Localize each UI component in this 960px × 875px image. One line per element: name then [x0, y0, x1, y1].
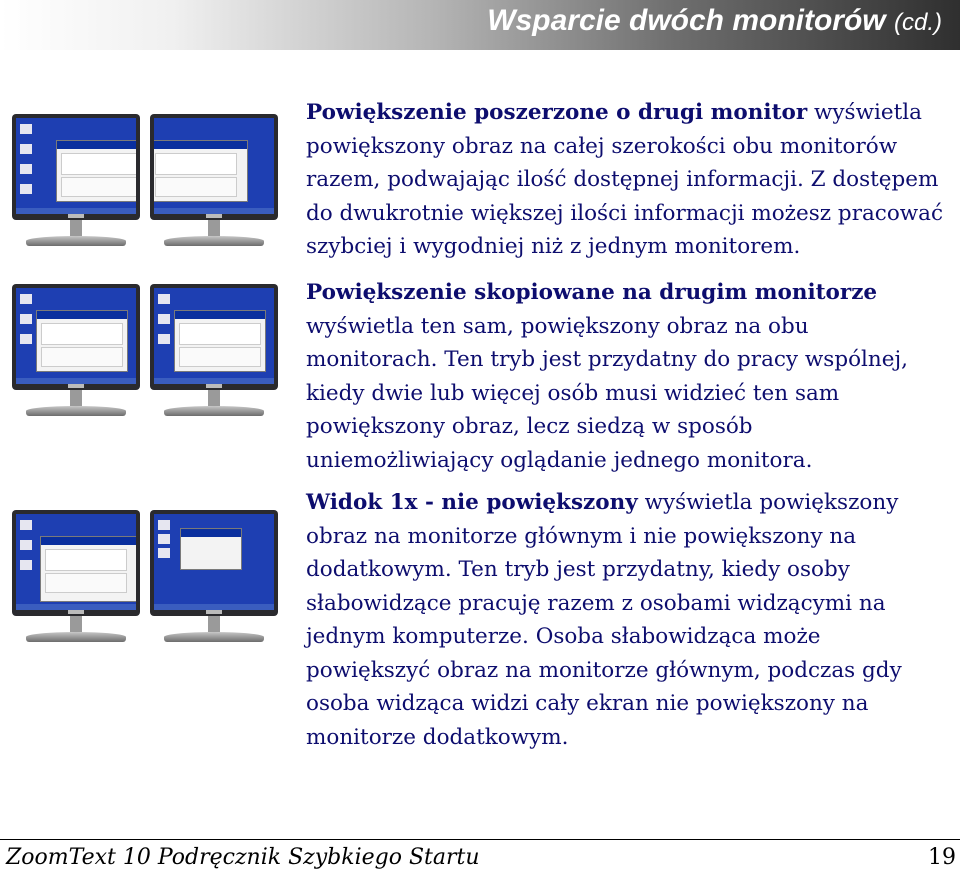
monitor-pair-extended	[12, 114, 282, 254]
footer-divider	[0, 839, 960, 840]
section-body: wyświetla powiększony obraz na całej szerokości obu monitorów razem, podwajając ilość dostępnej informacji. Z dostępem do dwukrotnie większej ilości informacji możesz pracować szybciej i wygodniej niż z jednym monitorem.	[306, 100, 944, 259]
footer-title: ZoomText 10 Podręcznik Szybkiego Startu	[6, 845, 480, 870]
section-clone	[306, 276, 946, 477]
monitor-image-left	[12, 284, 140, 424]
monitor-image-left	[12, 114, 140, 254]
section-heading: Powiększenie poszerzone o drugi monitor	[306, 100, 808, 125]
monitor-image-right	[150, 114, 278, 254]
page-title-suffix: (cd.)	[894, 9, 942, 36]
section-extended	[306, 96, 946, 264]
monitor-image-left	[12, 510, 140, 650]
monitor-image-right	[150, 510, 278, 650]
page-number: 19	[928, 845, 956, 870]
section-1x	[306, 486, 946, 754]
section-body: wyświetla powiększony obraz na monitorze głównym i nie powiększony na dodatkowym. Ten tryb jest przydatny, kiedy osoby słabowidzące pracuję razem z osobami widzącymi na jednym komputerze. Osoba słabowidząca może powiększyć obraz na monitorze głównym, podczas gdy osoba widząca widzi cały ekran nie powiększony na monitorze dodatkowym.	[306, 490, 902, 750]
monitor-pair-clone	[12, 284, 282, 424]
section-heading: Powiększenie skopiowane na drugim monitorze	[306, 280, 878, 305]
monitor-pair-1x	[12, 510, 282, 650]
section-heading: Widok 1x - nie powiększony	[306, 490, 638, 515]
page-title	[487, 4, 942, 38]
section-body: wyświetla ten sam, powiększony obraz na obu monitorach. Ten tryb jest przydatny do pracy wspólnej, kiedy dwie lub więcej osób musi widzieć ten sam powiększony obraz, lecz siedzą w sposób uniemożliwiający oglądanie jednego monitora.	[306, 313, 908, 473]
header-bar	[0, 0, 960, 50]
page-title-text: Wsparcie dwóch monitorów	[487, 4, 886, 37]
monitor-image-right	[150, 284, 278, 424]
